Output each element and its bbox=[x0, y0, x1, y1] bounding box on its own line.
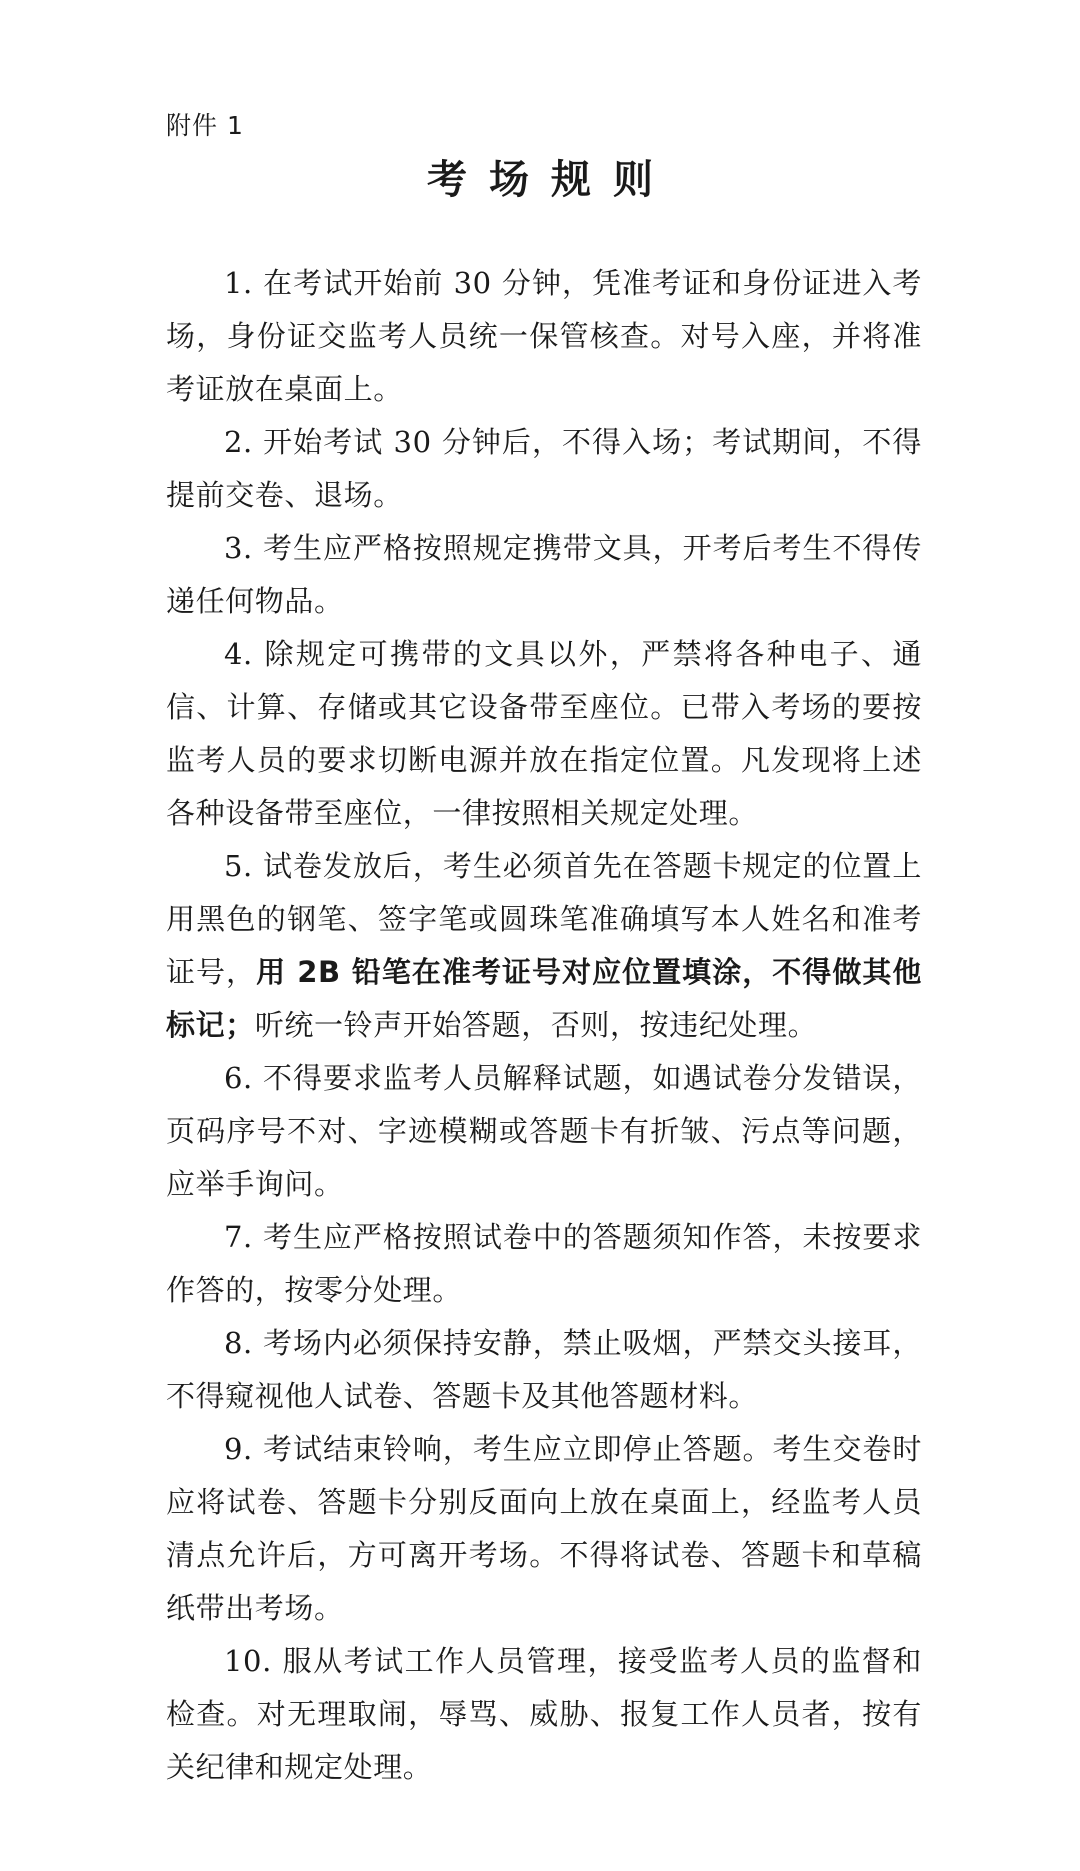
rule-item-2: 2. 开始考试 30 分钟后，不得入场；考试期间，不得提前交卷、退场。 bbox=[166, 425, 922, 512]
rule-item-4: 4. 除规定可携带的文具以外，严禁将各种电子、通信、计算、存储或其它设备带至座位。已带入考场的要按监考人员的要求切断电源并放在指定位置。凡发现将上述各种设备带至座位，一律按照相关规定处理。 bbox=[166, 637, 922, 830]
rule-5-text-after: 听统一铃声开始答题，否则，按违纪处理。 bbox=[254, 1008, 818, 1042]
rule-item-7: 7. 考生应严格按照试卷中的答题须知作答，未按要求作答的，按零分处理。 bbox=[166, 1220, 922, 1307]
rule-item-6: 6. 不得要求监考人员解释试题，如遇试卷分发错误，页码序号不对、字迹模糊或答题卡有折皱、污点等问题，应举手询问。 bbox=[166, 1061, 922, 1201]
rule-item-1: 1. 在考试开始前 30 分钟，凭准考证和身份证进入考场，身份证交监考人员统一保管核查。对号入座，并将准考证放在桌面上。 bbox=[166, 266, 922, 406]
rule-5-text-before: 5. 试卷发放后，考生必须首先在答题卡规定的位置上用黑色的钢笔、签字笔或圆珠笔准确填写本人姓名和准考证号， bbox=[166, 849, 922, 989]
rules-list bbox=[166, 257, 922, 1794]
rule-item-10: 10. 服从考试工作人员管理，接受监考人员的监督和检查。对无理取闹，辱骂、威胁、报复工作人员者，按有关纪律和规定处理。 bbox=[166, 1644, 922, 1784]
page-title: 考场规则 bbox=[427, 157, 675, 203]
rule-5-emphasis: 用 2B 铅笔在准考证号对应位置填涂，不得做其他标记； bbox=[166, 955, 922, 1042]
rule-item-5 bbox=[166, 840, 922, 1052]
rule-item-3: 3. 考生应严格按照规定携带文具，开考后考生不得传递任何物品。 bbox=[166, 531, 922, 618]
attachment-label: 附件 1 bbox=[166, 111, 244, 140]
rule-item-8: 8. 考场内必须保持安静，禁止吸烟，严禁交头接耳，不得窥视他人试卷、答题卡及其他答题材料。 bbox=[166, 1326, 922, 1413]
rule-item-9: 9. 考试结束铃响，考生应立即停止答题。考生交卷时应将试卷、答题卡分别反面向上放在桌面上，经监考人员清点允许后，方可离开考场。不得将试卷、答题卡和草稿纸带出考场。 bbox=[166, 1432, 922, 1625]
